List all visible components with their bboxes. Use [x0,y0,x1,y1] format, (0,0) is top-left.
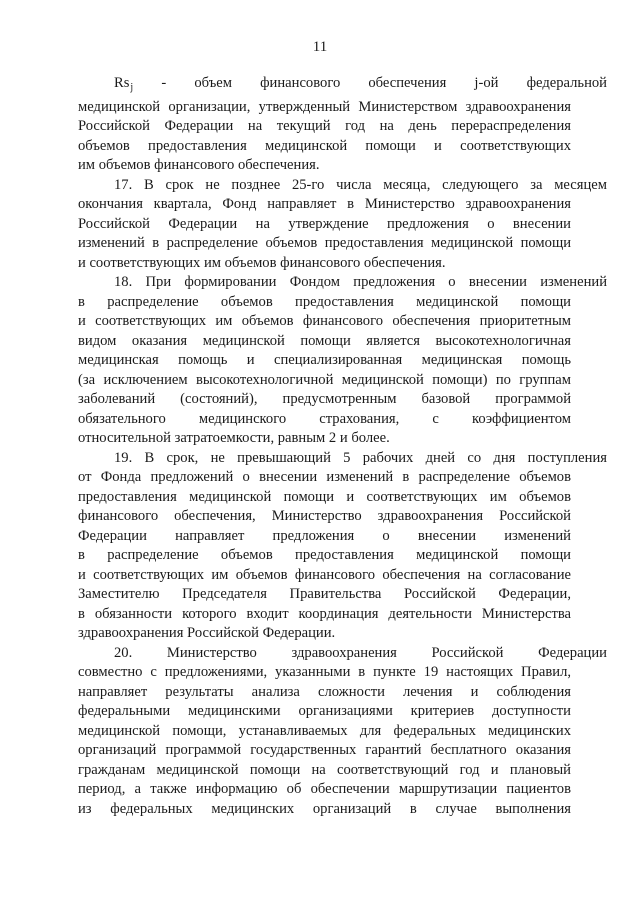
paragraph-18-line: медицинская помощь и специализированная медицинская помощь [78,352,571,368]
paragraph-20-line: период, а также информацию об обеспечении маршрутизации пациентов [78,781,571,797]
paragraph-19-line: здравоохранения Российской Федерации. [78,625,336,641]
paragraph-20-line: совместно с предложениями, указанными в пункте 19 настоящих Правил, [78,664,571,680]
paragraph-18-line: обязательного медицинского страхования, с коэффициентом [78,410,571,427]
paragraph-19-line: в обязанности которого входит координация деятельности Министерства [78,605,571,622]
paragraph-17-line: окончания квартала, Фонд направляет в Министерство здравоохранения [78,196,571,212]
paragraph-20-line: федеральными медицинскими организациями критериев доступности [78,703,571,719]
paragraph-19-line: Федерации направляет предложения о внесении изменений [78,527,571,544]
formula-symbol: Rs [114,75,130,91]
definition-line-1-text: - объем финансового обеспечения j-ой федеральной [133,75,607,91]
definition-line: медицинской организации, утвержденный Министерством здравоохранения [78,98,571,115]
formula-subscript: j [130,82,134,93]
paragraph-20-line: из федеральных медицинских организаций в случае выполнения [78,800,571,817]
paragraph-19-line: финансового обеспечения, Министерство здравоохранения Российской [78,508,571,524]
paragraph-18-line: и соответствующих им объемов финансового обеспечения приоритетным [78,313,571,329]
paragraph-19-line: 19. В срок, не превышающий 5 рабочих дней со дня поступления [114,449,607,466]
paragraph-19-line: предоставления медицинской помощи и соответствующих им объемов [78,488,571,505]
paragraph-19-line: и соответствующих им объемов финансового обеспечения на согласование [78,566,571,583]
paragraph-19-line: от Фонда предложений о внесении изменений в распределение объемов [78,469,571,485]
paragraph-19 [78,449,607,644]
paragraph-18-line: в распределение объемов предоставления медицинской помощи [78,293,571,310]
paragraph-18-line: 18. При формировании Фондом предложения о внесении изменений [114,274,607,290]
paragraph-19-line: Заместителю Председателя Правительства Российской Федерации, [78,586,571,602]
definition-rs-paragraph [78,74,607,176]
paragraph-20 [78,644,607,820]
paragraph-19-line: в распределение объемов предоставления медицинской помощи [78,547,571,563]
paragraph-20-line: организаций программой государственных гарантий бесплатного оказания [78,742,571,758]
definition-line: Российской Федерации на текущий год на день перераспределения [78,118,571,134]
paragraph-17 [78,176,607,274]
page-number: 11 [312,39,328,55]
definition-line: объемов предоставления медицинской помощи и соответствующих [78,137,571,154]
paragraph-18 [78,273,607,449]
paragraph-20-line: направляет результаты анализа сложности лечения и соблюдения [78,683,571,700]
paragraph-17-line: 17. В срок не позднее 25-го числа месяца, следующего за месяцем [114,176,607,193]
paragraph-17-line: и соответствующих им объемов финансового обеспечения. [78,254,446,271]
definition-line-1 [78,74,607,98]
paragraph-18-line: видом оказания медицинской помощи является высокотехнологичная [78,332,571,349]
paragraph-18-line: (за исключением высокотехнологичной медицинской помощи) по группам [78,371,571,388]
paragraph-20-line: медицинской помощи, устанавливаемых для федеральных медицинских [78,722,571,739]
paragraph-18-line: заболеваний (состояний), предусмотренным базовой программой [78,391,571,407]
paragraph-20-line: гражданам медицинской помощи на соответствующий год и плановый [78,761,571,778]
paragraph-17-line: Российской Федерации на утверждение предложения о внесении [78,215,571,232]
document-body [78,74,607,819]
paragraph-20-line: 20. Министерство здравоохранения Российской Федерации [114,644,607,661]
paragraph-17-line: изменений в распределение объемов предоставления медицинской помощи [78,235,571,251]
paragraph-18-line: относительной затратоемкости, равным 2 и более. [78,430,390,446]
definition-line: им объемов финансового обеспечения. [78,157,320,173]
